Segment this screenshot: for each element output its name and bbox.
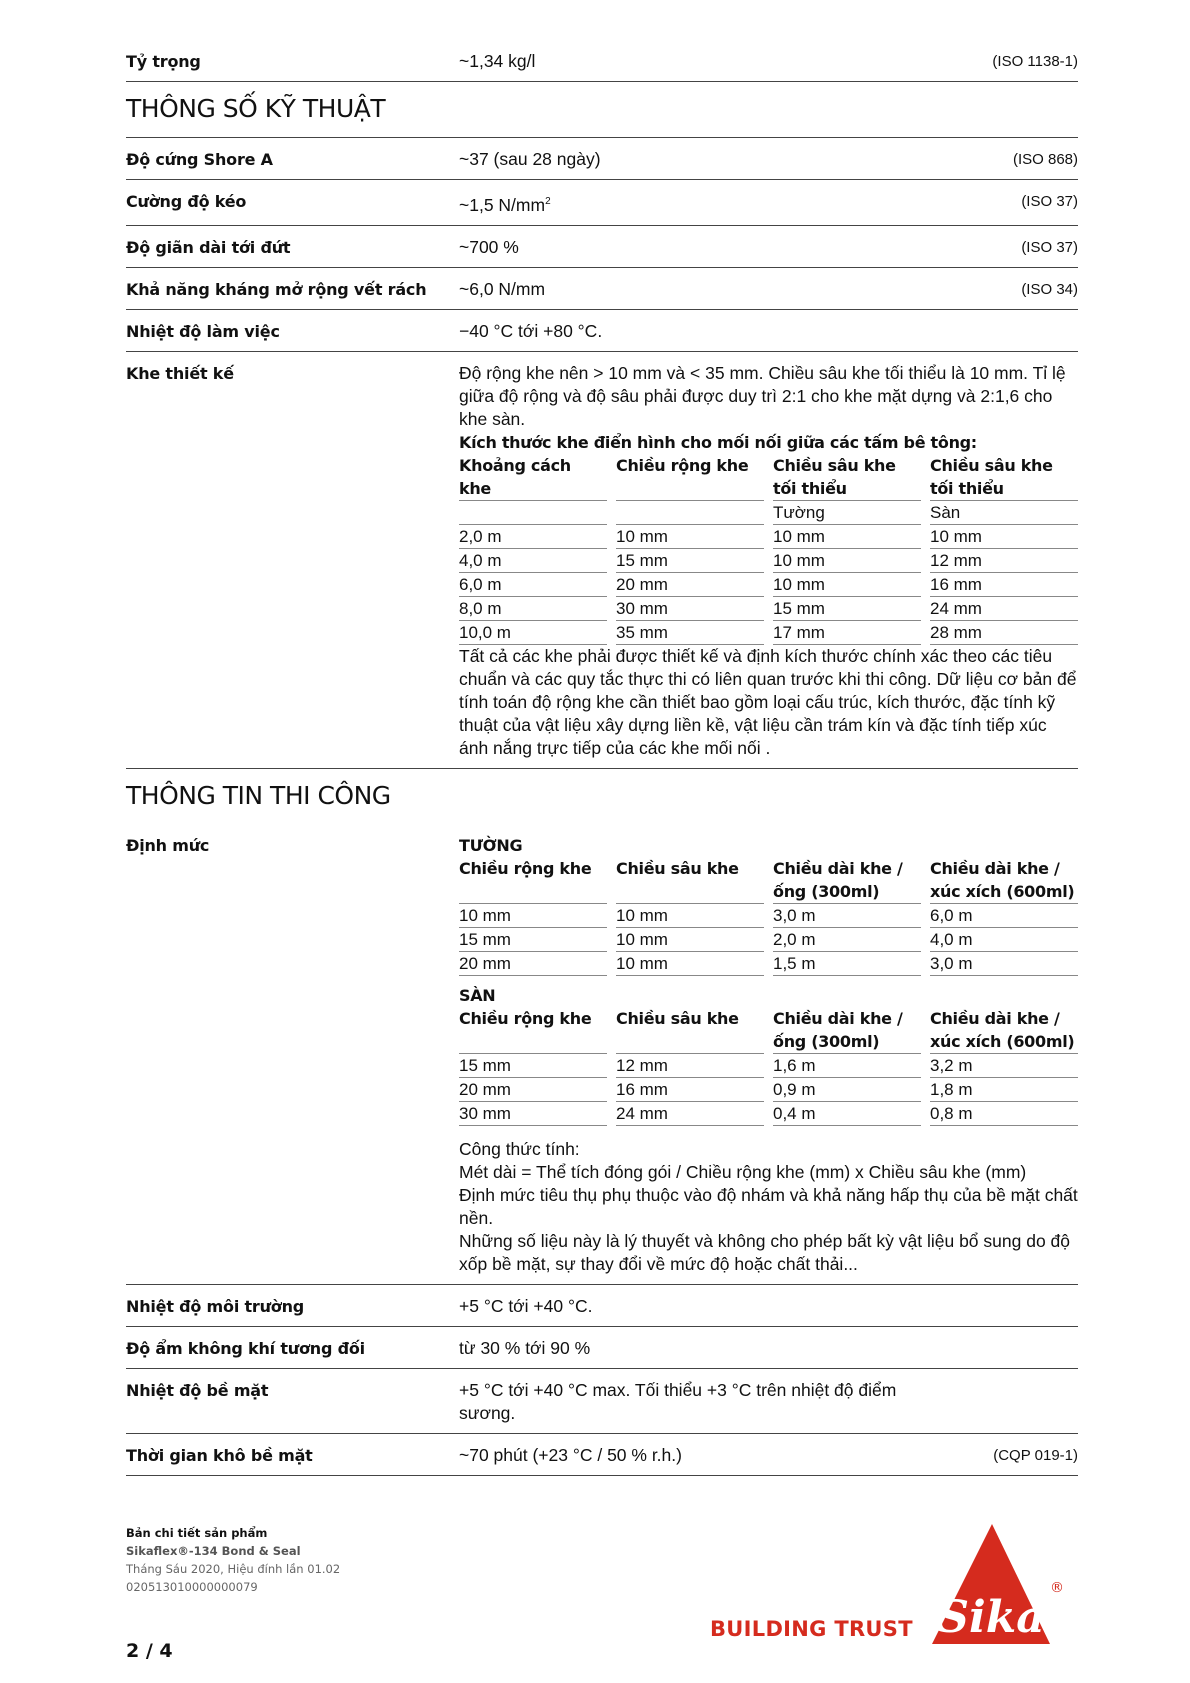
row-value: +5 °C tới +40 °C. [459,1295,593,1316]
table-cell: 15 mm [459,928,607,952]
density-row [126,40,1078,82]
table-header-cell: Chiều sâu khe [616,857,764,904]
table-cell: 4,0 m [930,928,1078,952]
table-row [459,1054,1078,1078]
table-cell: 30 mm [616,597,764,621]
row-label: Khe thiết kế [126,363,234,383]
table-row [459,597,1078,621]
table-row [459,928,1078,952]
row-value [459,362,1078,760]
table-cell: 3,0 m [930,952,1078,976]
datasheet [126,40,1078,1476]
footer-info [126,1524,340,1596]
table-row [459,573,1078,597]
table-row [459,621,1078,645]
table-cell: 1,5 m [773,952,921,976]
table-cell: 3,0 m [773,904,921,928]
app-row [126,1285,1078,1327]
table-cell: 15 mm [773,597,921,621]
table-row [459,952,1078,976]
joint-design-row [126,352,1078,769]
table-header-cell: Chiều rộng khe [459,1007,607,1054]
tech-row [126,138,1078,180]
table-cell: 0,9 m [773,1078,921,1102]
row-value [459,190,918,217]
joint-intro: Độ rộng khe nên > 10 mm và < 35 mm. Chiều sâu khe tối thiểu là 10 mm. Tỉ lệ giữa độ rộng và độ sâu phải được duy trì 2:1 cho khe mặt dựng và 2:1,6 cho khe sàn. [459,362,1066,429]
table-cell: Tường [773,501,921,525]
table-cell: 1,6 m [773,1054,921,1078]
section-title-technical: THÔNG SỐ KỸ THUẬT [126,82,1078,138]
row-label: Độ ẩm không khí tương đối [126,1338,365,1358]
app-row [126,1369,1078,1434]
section-title-application: THÔNG TIN THI CÔNG [126,780,391,810]
table-cell: 20 mm [459,1078,607,1102]
table-cell: 10 mm [616,928,764,952]
row-value: ~1,34 kg/l [459,51,536,71]
floor-table-title: SÀN [459,985,496,1005]
value-superscript: 2 [545,196,551,207]
table-row [459,1078,1078,1102]
table-header-cell: Chiều sâu khe [616,1007,764,1054]
table-header-cell: Chiều dài khe / ống (300ml) [773,857,921,904]
table-header-row [459,454,1078,501]
tech-row [126,180,1078,226]
table-cell [459,501,607,525]
joint-note: Tất cả các khe phải được thiết kế và định kích thước chính xác theo các tiêu chuẩn và các quy tắc thực thi có liên quan trước khi thi công. Dữ liệu cơ bản để tính toán độ rộng khe cần thiết bao gồm loại cấu trúc, kích thước, đặc tính kỹ thuật của vật liệu xây dựng liền kề, vật liệu cần trám kín và đặc tính tiếp xúc ánh nắng trực tiếp của các khe mối nối . [459,645,1077,758]
table-header-cell: Khoảng cách khe [459,454,607,501]
table-cell: 12 mm [616,1054,764,1078]
joint-table-heading: Kích thước khe điển hình cho mối nối giữa các tấm bê tông: [459,432,977,452]
table-header-cell: Chiều dài khe / xúc xích (600ml) [930,857,1078,904]
table-header-cell: Chiều rộng khe [459,857,607,904]
table-cell: 20 mm [616,573,764,597]
row-label: Độ cứng Shore A [126,150,273,169]
table-cell: 0,8 m [930,1102,1078,1126]
row-value: ~700 % [459,236,519,257]
floor-consumption-table [459,1007,1078,1126]
row-value: −40 °C tới +80 °C. [459,320,603,341]
table-cell: 30 mm [459,1102,607,1126]
footer-product: Sikaflex®-134 Bond & Seal [126,1544,301,1558]
consumption-disclaimer: Những số liệu này là lý thuyết và không cho phép bất kỳ vật liệu bổ sung do độ xốp bề mặt, sự thay đổi về mức độ hoặc chất thải... [459,1230,1071,1274]
row-standard: (ISO 37) [1021,193,1078,210]
table-cell: 10 mm [773,525,921,549]
table-cell: 10 mm [616,952,764,976]
table-cell: 35 mm [616,621,764,645]
row-standard [918,1295,1078,1318]
row-label: Nhiệt độ môi trường [126,1296,305,1316]
table-cell: 2,0 m [459,525,607,549]
table-cell: 28 mm [930,621,1078,645]
table-cell: 10 mm [459,904,607,928]
table-row [459,1102,1078,1126]
sika-logo [928,1520,1066,1648]
app-row [126,1327,1078,1369]
table-cell: 10 mm [616,525,764,549]
table-header-row [459,857,1078,904]
logo-wordmark: Sika [937,1592,1045,1643]
row-value: +5 °C tới +40 °C max. Tối thiểu +3 °C trên nhiệt độ điểm sương. [459,1379,897,1423]
table-header-cell: Chiều sâu khe tối thiểu [930,454,1078,501]
formula-title: Công thức tính: [459,1138,580,1159]
row-value: ~70 phút (+23 °C / 50 % r.h.) [459,1444,682,1465]
table-cell: 15 mm [616,549,764,573]
footer-code: 020513010000000079 [126,1580,258,1594]
row-standard: (ISO 37) [1021,238,1078,256]
row-standard [918,1337,1078,1360]
row-value: từ 30 % tới 90 % [459,1337,591,1358]
table-cell: 4,0 m [459,549,607,573]
table-cell: 2,0 m [773,928,921,952]
footer-doc-type: Bản chi tiết sản phẩm [126,1526,268,1540]
row-value: ~37 (sau 28 ngày) [459,149,601,169]
table-row [459,525,1078,549]
row-standard [918,1379,1078,1425]
table-header-cell: Chiều sâu khe tối thiểu [773,454,921,501]
page-number: 2 / 4 [126,1640,173,1662]
table-cell: 12 mm [930,549,1078,573]
table-cell: 0,4 m [773,1102,921,1126]
building-trust-slogan: BUILDING TRUST [710,1617,913,1641]
table-cell: 24 mm [616,1102,764,1126]
row-label: Khả năng kháng mở rộng vết rách [126,279,427,299]
table-cell: 15 mm [459,1054,607,1078]
table-cell: 24 mm [930,597,1078,621]
registered-mark: ® [1050,1580,1064,1596]
row-standard: (ISO 1138-1) [992,53,1078,70]
table-cell: 16 mm [616,1078,764,1102]
tech-row [126,226,1078,268]
wall-consumption-table [459,857,1078,976]
table-cell: 1,8 m [930,1078,1078,1102]
row-label: Nhiệt độ làm việc [126,321,280,341]
table-cell: 10 mm [930,525,1078,549]
row-label: Nhiệt độ bề mặt [126,1380,269,1400]
row-value: ~6,0 N/mm [459,278,546,299]
wall-table-title: TƯỜNG [459,835,523,855]
table-header-cell: Chiều dài khe / ống (300ml) [773,1007,921,1054]
tech-row [126,268,1078,310]
footer-date: Tháng Sáu 2020, Hiệu đính lần 01.02 [126,1562,341,1576]
table-cell: 10,0 m [459,621,607,645]
table-cell [616,501,764,525]
row-value [459,834,1078,1276]
table-cell: 3,2 m [930,1054,1078,1078]
table-cell: 10 mm [773,549,921,573]
table-cell: 20 mm [459,952,607,976]
row-label: Định mức [126,835,210,855]
value-text: ~1,5 N/mm [459,194,546,215]
table-header-cell: Chiều rộng khe [616,454,764,501]
row-standard: (ISO 34) [1021,280,1078,298]
table-cell: 10 mm [616,904,764,928]
row-standard: (ISO 868) [1012,151,1078,168]
app-row [126,1434,1078,1476]
table-cell: 8,0 m [459,597,607,621]
consumption-row [126,824,1078,1285]
table-cell: 6,0 m [930,904,1078,928]
table-cell: 17 mm [773,621,921,645]
tech-row [126,310,1078,352]
table-header-cell: Chiều dài khe / xúc xích (600ml) [930,1007,1078,1054]
row-standard: (CQP 019-1) [993,1446,1078,1464]
formula-text: Mét dài = Thể tích đóng gói / Chiều rộng khe (mm) x Chiều sâu khe (mm) [459,1161,1027,1182]
joint-table [459,454,1078,645]
table-subheader-row [459,501,1078,525]
table-cell: 6,0 m [459,573,607,597]
row-standard [918,320,1078,343]
row-label: Thời gian khô bề mặt [126,1445,313,1465]
row-label: Cường độ kéo [126,192,247,211]
table-header-row [459,1007,1078,1054]
row-label: Tỷ trọng [126,52,201,71]
table-row [459,549,1078,573]
table-cell: 16 mm [930,573,1078,597]
table-row [459,904,1078,928]
consumption-note: Định mức tiêu thụ phụ thuộc vào độ nhám và khả năng hấp thụ của bề mặt chất nền. [459,1184,1078,1228]
table-cell: Sàn [930,501,1078,525]
row-label: Độ giãn dài tới đứt [126,237,291,257]
table-cell: 10 mm [773,573,921,597]
